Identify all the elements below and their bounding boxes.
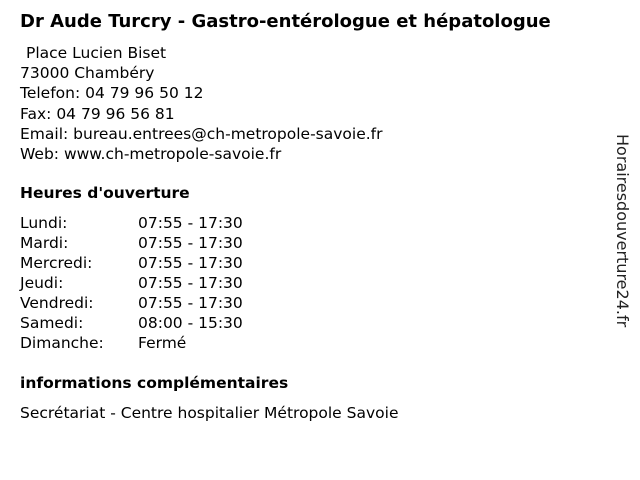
hours-time: 07:55 - 17:30 bbox=[138, 214, 243, 232]
hours-time: 07:55 - 17:30 bbox=[138, 254, 243, 272]
hours-row bbox=[20, 333, 320, 353]
hours-day: Dimanche: bbox=[20, 334, 104, 352]
hours-row bbox=[20, 253, 320, 273]
hours-time: Fermé bbox=[138, 334, 187, 352]
website-address: Web: www.ch-metropole-savoie.fr bbox=[20, 144, 282, 163]
hours-row bbox=[20, 293, 320, 313]
hours-day: Mardi: bbox=[20, 234, 69, 252]
info-text: Secrétariat - Centre hospitalier Métropole Savoie bbox=[20, 404, 399, 422]
hours-day: Samedi: bbox=[20, 314, 84, 332]
hours-row bbox=[20, 273, 320, 293]
hours-time: 07:55 - 17:30 bbox=[138, 274, 243, 292]
info-heading: informations complémentaires bbox=[20, 374, 289, 392]
hours-day: Mercredi: bbox=[20, 254, 93, 272]
opening-hours-table bbox=[20, 213, 320, 353]
phone-number: Telefon: 04 79 96 50 12 bbox=[20, 84, 204, 103]
hours-day: Jeudi: bbox=[20, 274, 64, 292]
hours-row bbox=[20, 213, 320, 233]
site-watermark: Horairesdouverture24.fr bbox=[613, 134, 632, 328]
hours-row bbox=[20, 313, 320, 333]
hours-heading: Heures d'ouverture bbox=[20, 184, 190, 202]
address-street: Place Lucien Biset bbox=[26, 44, 167, 62]
hours-day: Lundi: bbox=[20, 214, 68, 232]
address-city: 73000 Chambéry bbox=[20, 64, 155, 83]
email-address: Email: bureau.entrees@ch-metropole-savoie.fr bbox=[20, 124, 383, 143]
hours-row bbox=[20, 233, 320, 253]
hours-day: Vendredi: bbox=[20, 294, 94, 312]
fax-number: Fax: 04 79 96 56 81 bbox=[20, 104, 175, 123]
address-block bbox=[20, 43, 383, 164]
page-title: Dr Aude Turcry - Gastro-entérologue et hépatologue bbox=[20, 11, 551, 32]
hours-time: 07:55 - 17:30 bbox=[138, 294, 243, 312]
hours-time: 08:00 - 15:30 bbox=[138, 314, 243, 332]
hours-time: 07:55 - 17:30 bbox=[138, 234, 243, 252]
